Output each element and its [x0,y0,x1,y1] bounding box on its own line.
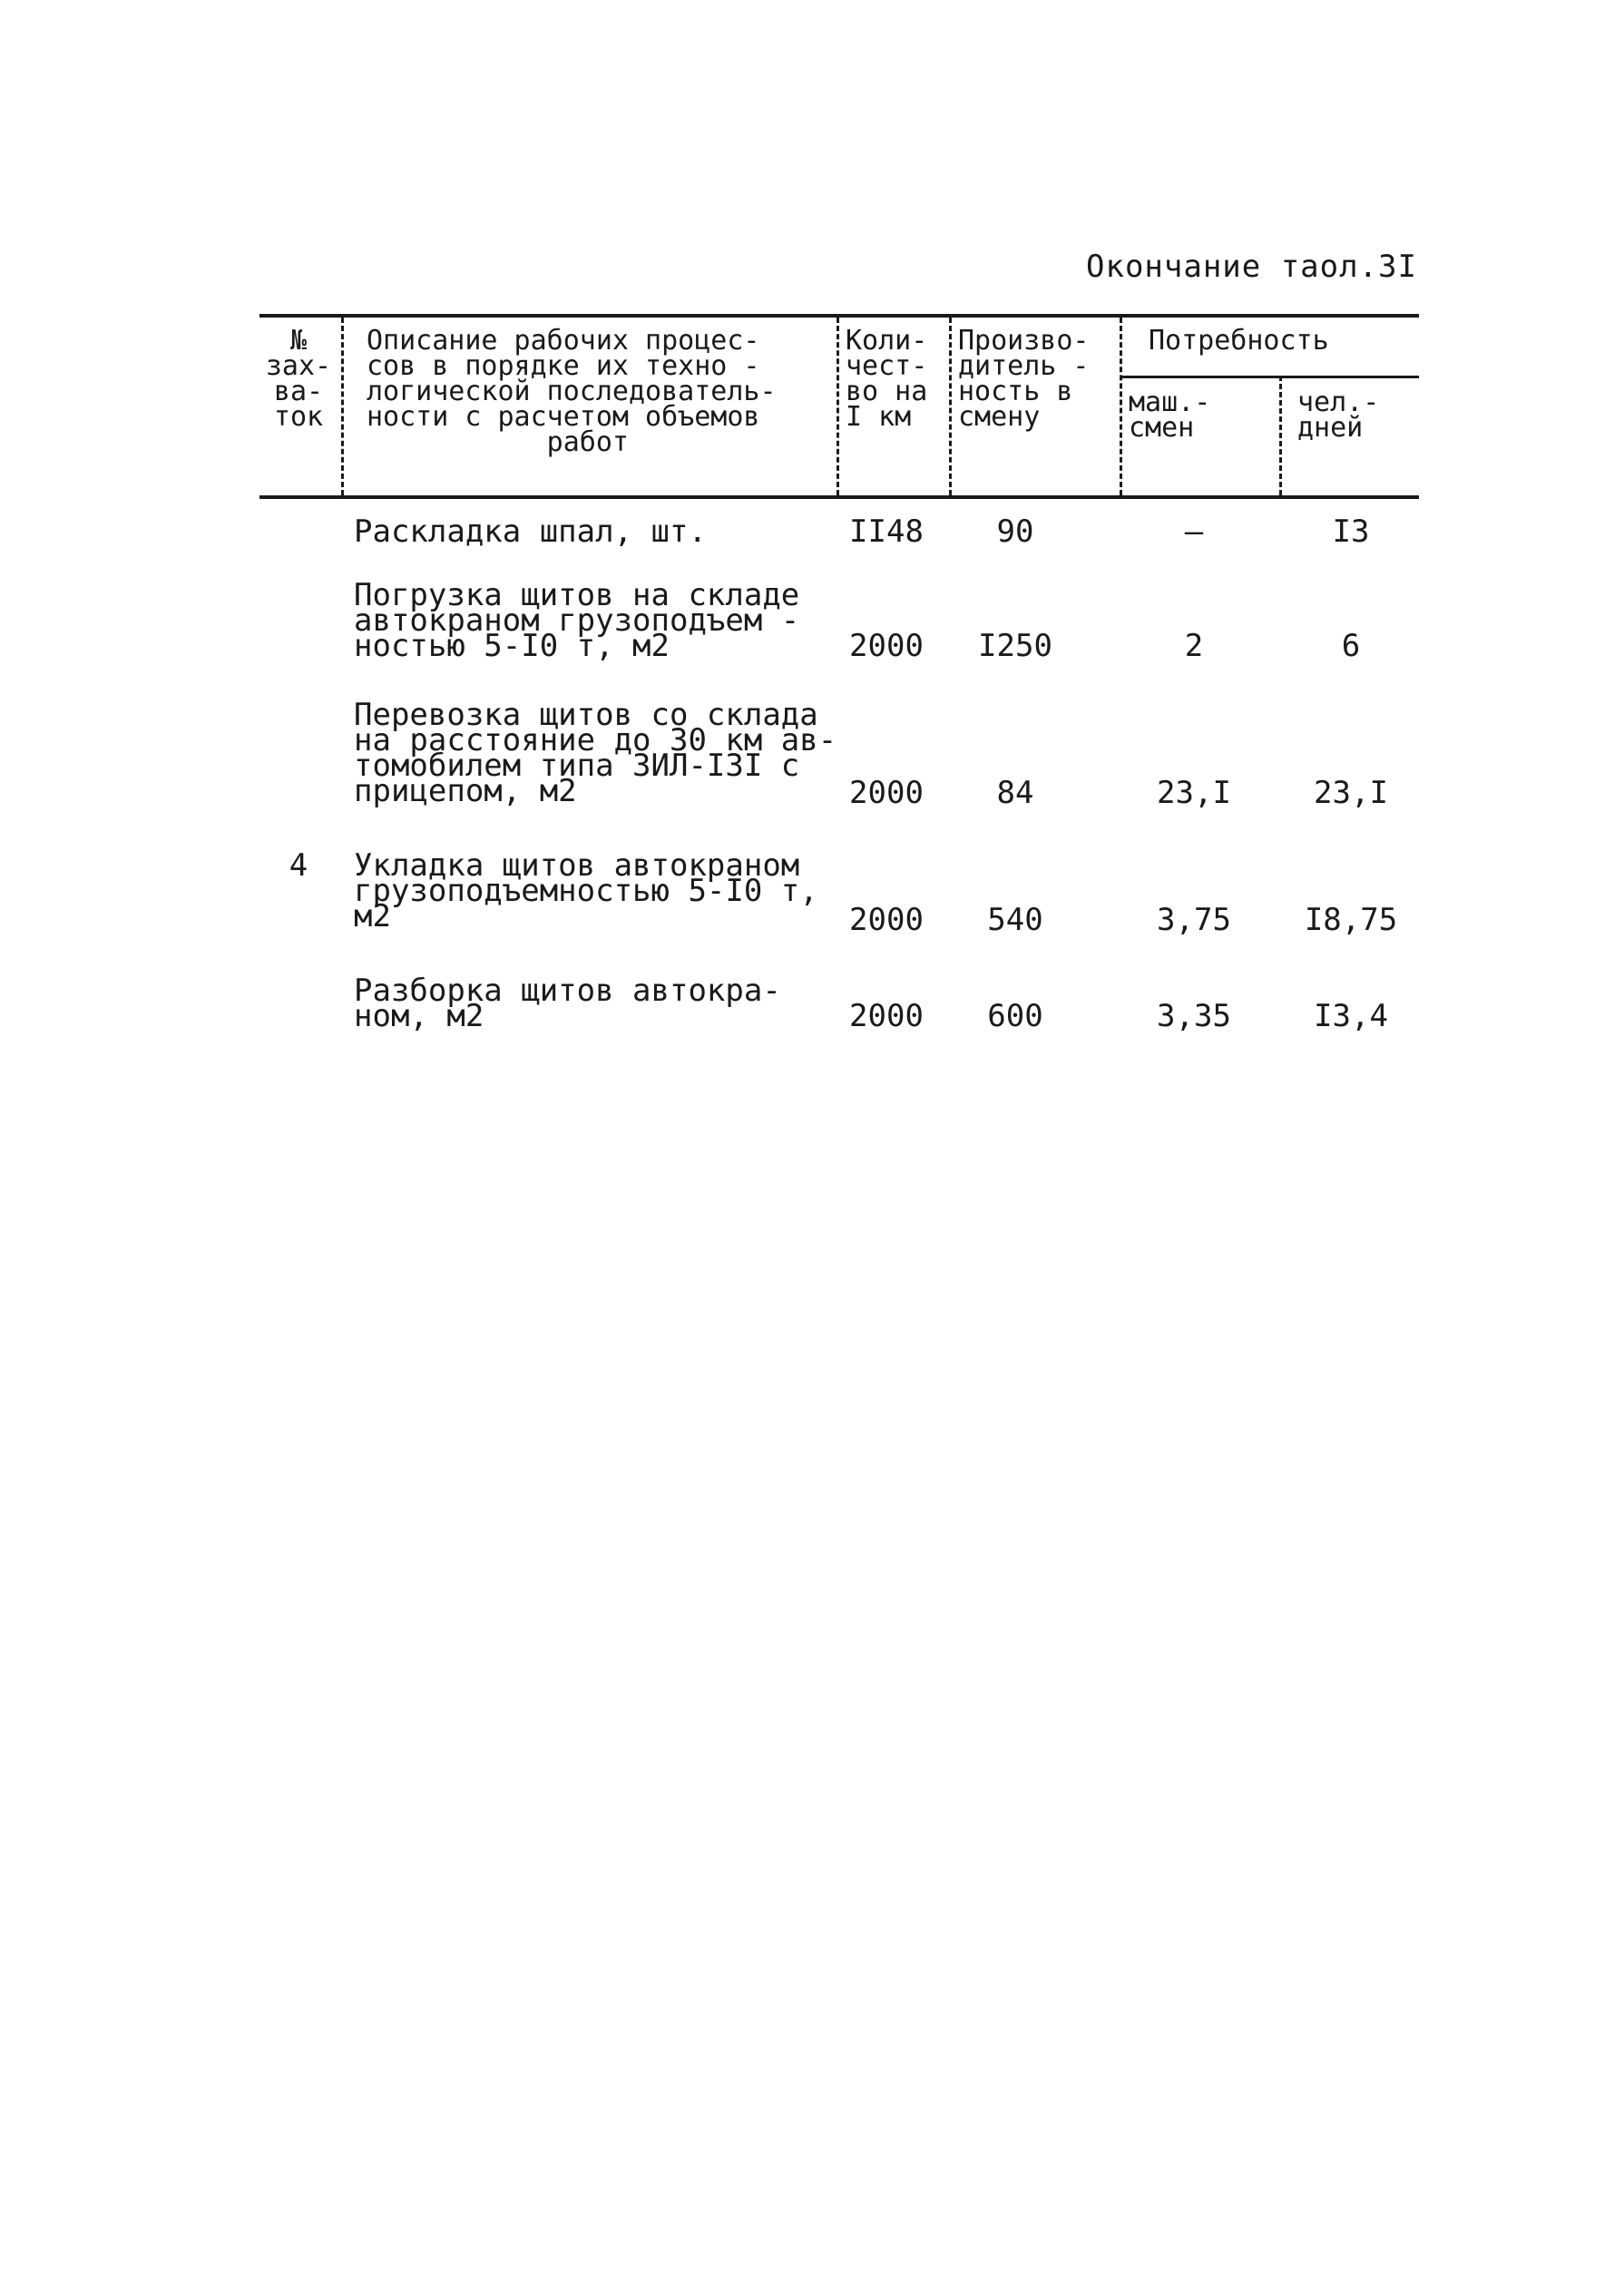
row-man: I3 [1332,514,1370,550]
row-mach: 23,I [1157,775,1231,811]
row-desc: Укладка щитов автокраном грузоподъемностью 5-I0 т, м2 [354,847,818,934]
divider [836,318,839,495]
header-man: чел.- дней [1297,386,1380,444]
header-subdivider [1120,376,1419,378]
row-mach: – [1184,514,1204,550]
table-caption: Окончание таол.3I [1086,249,1417,285]
row-prod: 540 [987,902,1043,938]
row-desc: Перевозка щитов со склада на расстояние до 30 км ав- томобилем типа ЗИЛ-I3I с прицепом, м2 [354,697,837,809]
divider [1120,318,1122,495]
row-man: I8,75 [1304,902,1398,938]
row-mach: 3,35 [1157,998,1231,1034]
table-header [259,314,1419,499]
header-prod: Произво- дитель - ность в смену [958,325,1090,433]
header-qty: Коли- чест- во на I км [846,325,928,433]
header-need: Потребность [1149,325,1329,357]
work-table [259,314,1419,1034]
row-prod: 90 [996,514,1034,550]
row-prod: 600 [987,998,1043,1034]
row-man: I3,4 [1314,998,1388,1034]
row-man: 6 [1341,628,1361,664]
header-num: № зах- ва- ток [265,325,332,433]
row-qty: II48 [849,514,924,550]
row-mach: 2 [1184,628,1204,664]
row-num: 4 [289,847,308,884]
divider [341,318,344,495]
row-prod: I250 [978,628,1052,664]
row-prod: 84 [996,775,1034,811]
divider [949,318,952,495]
divider [1279,376,1282,495]
row-desc: Разборка щитов автокра- ном, м2 [354,973,781,1034]
row-qty: 2000 [849,775,924,811]
header-mach: маш.- смен [1129,386,1211,444]
row-qty: 2000 [849,998,924,1034]
row-qty: 2000 [849,902,924,938]
header-desc: Описание рабочих процес- сов в порядке их техно - логической последователь- ности с расчетом объемов работ [367,325,777,458]
row-man: 23,I [1314,775,1388,811]
row-desc: Погрузка щитов на складе автокраном грузоподъем - ностью 5-I0 т, м2 [354,577,800,664]
row-desc: Раскладка шпал, шт. [354,514,707,550]
row-mach: 3,75 [1157,902,1231,938]
row-qty: 2000 [849,628,924,664]
